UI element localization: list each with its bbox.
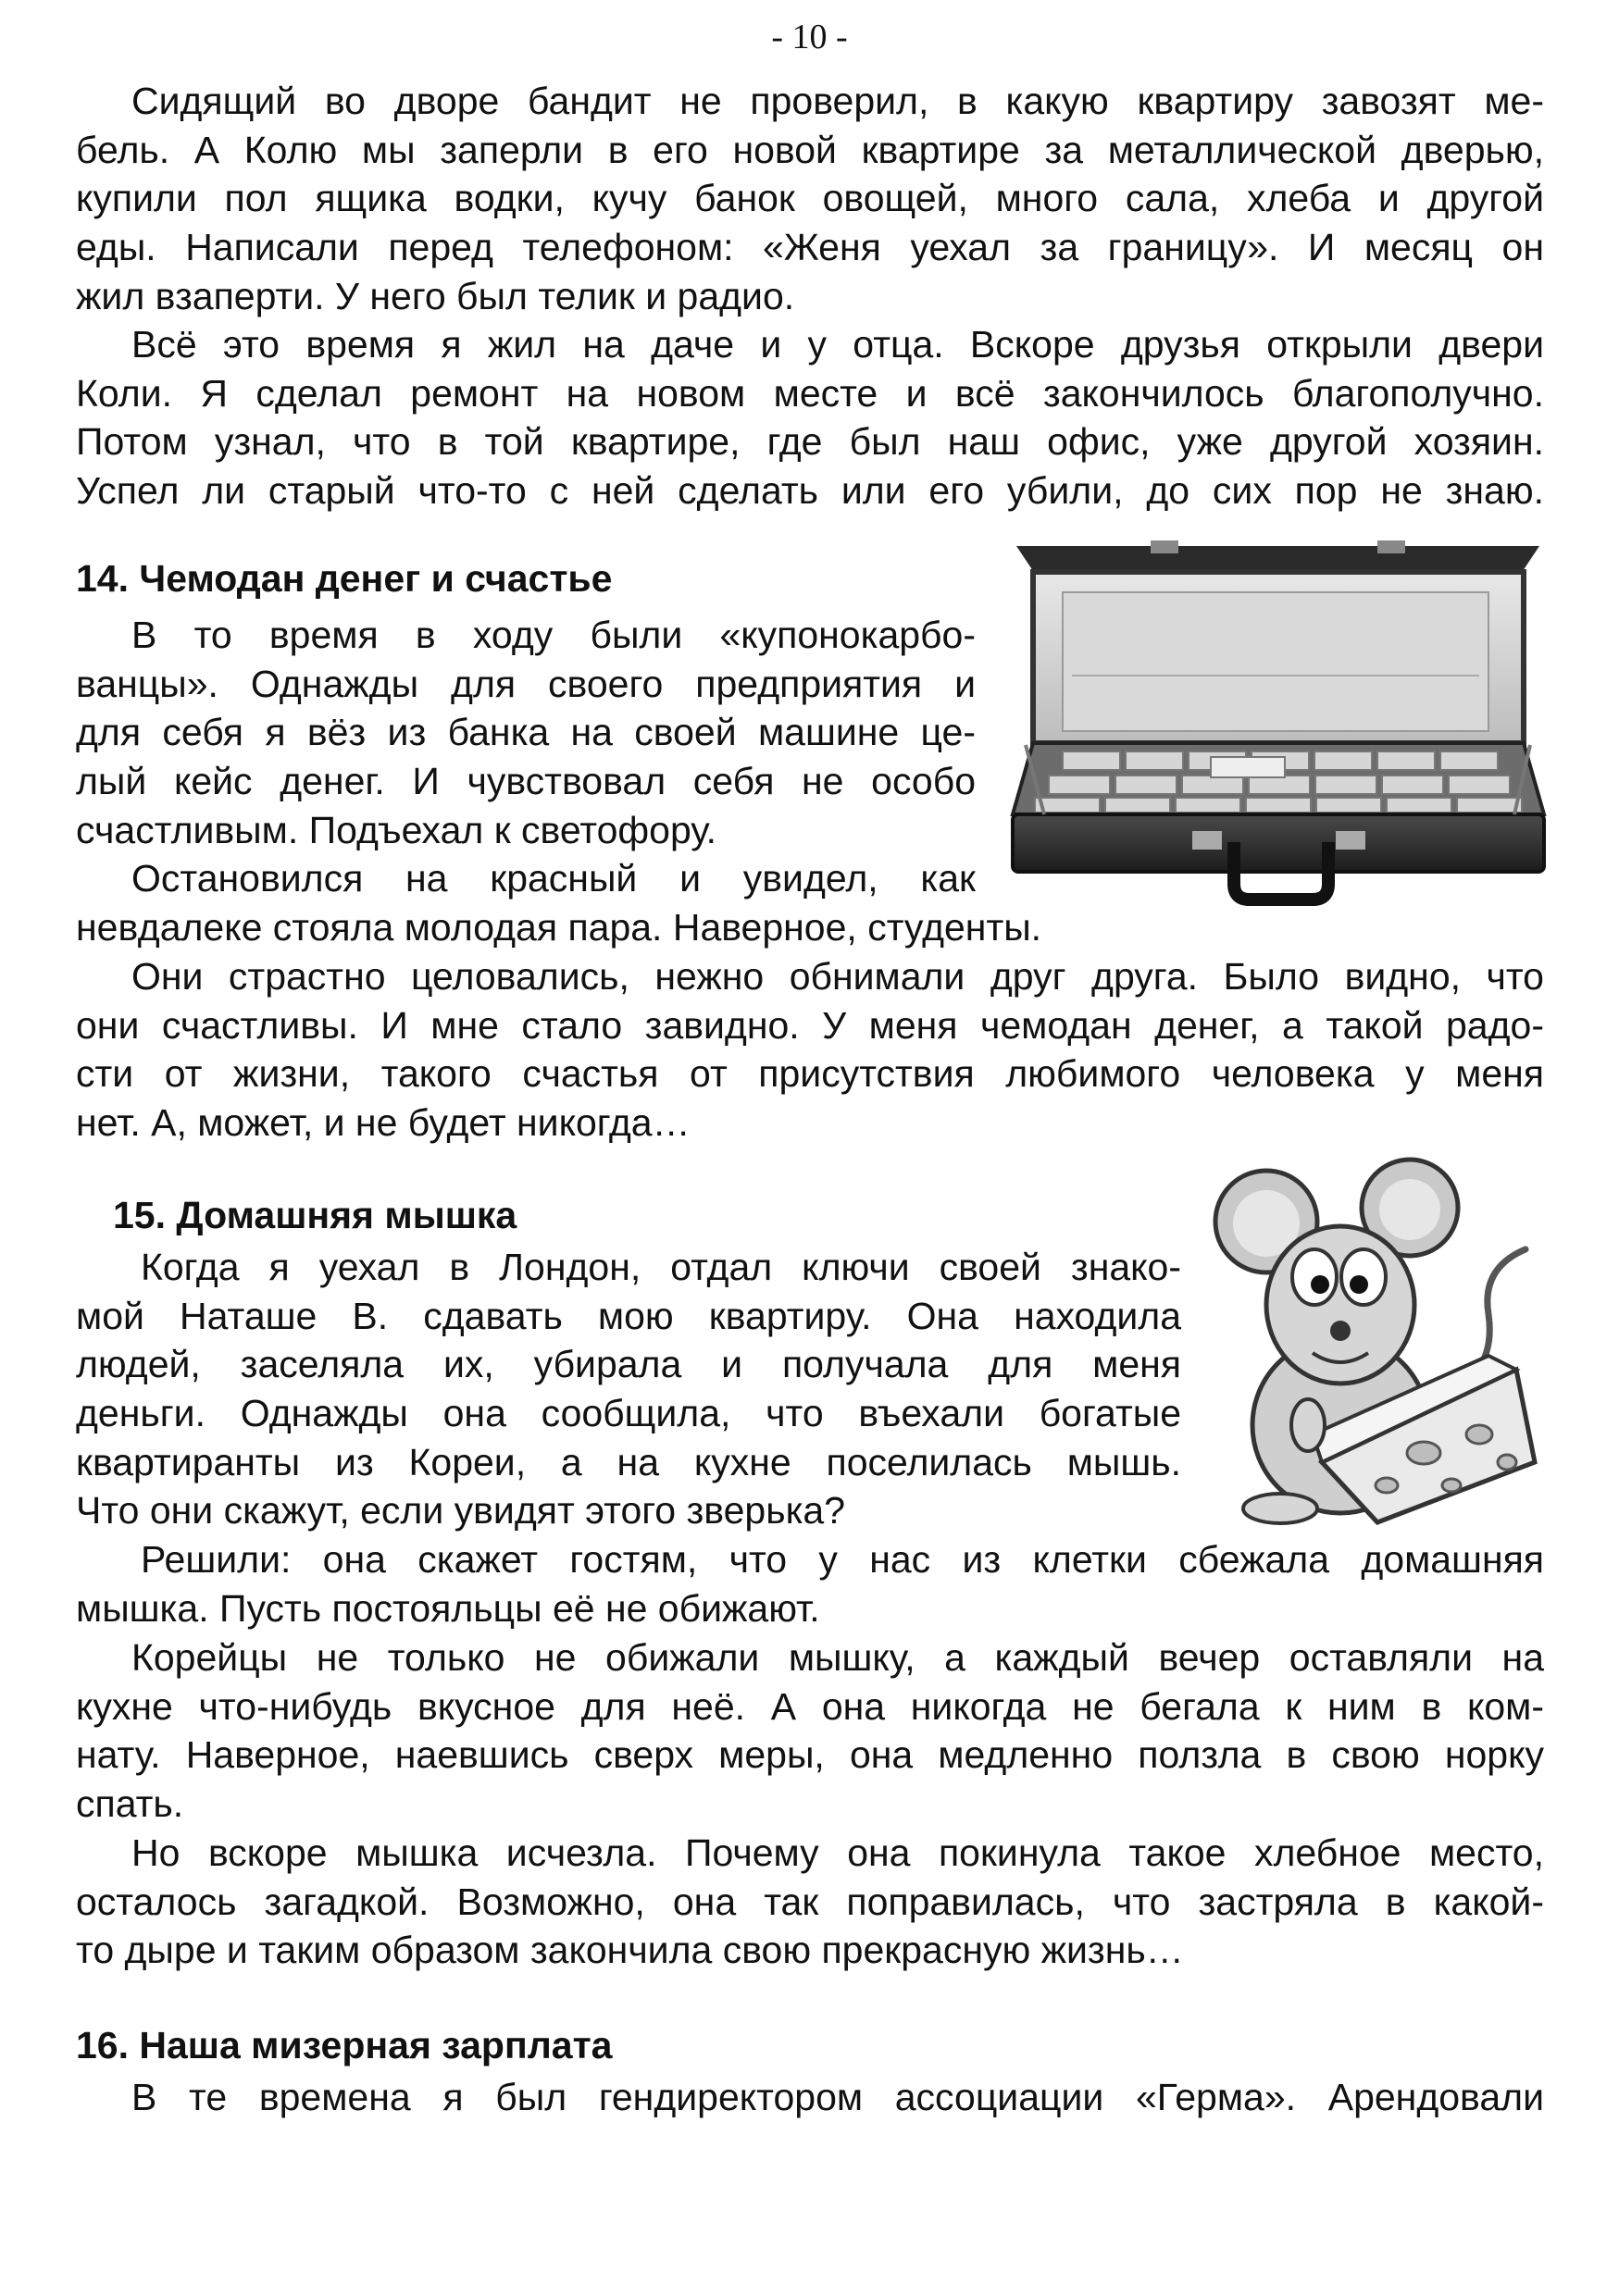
text-line: Они страстно целовались, нежно обнимали друг друга. Было видно, что xyxy=(131,955,1544,998)
text-line: квартиранты из Кореи, а на кухне поселилась мышь. xyxy=(76,1440,1181,1483)
text-line: осталось загадкой. Возможно, она так поправилась, что застряла в какой- xyxy=(76,1880,1544,1923)
text-line: еды. Написали перед телефоном: «Женя уехал за границу». И месяц он xyxy=(76,226,1544,269)
text-line: деньги. Однажды она сообщила, что въехали богатые xyxy=(76,1392,1181,1435)
text-line: Решили: она скажет гостям, что у нас из клетки сбежала домашняя xyxy=(141,1538,1544,1581)
section-15-paragraph-3 xyxy=(76,1633,1544,1829)
text-line: людей, заселяла их, убирала и получала для меня xyxy=(76,1343,1181,1386)
text-line: купили пол ящика водки, кучу банок овощей, много сала, хлеба и другой xyxy=(76,177,1544,220)
text-line: счастливым. Подъехал к светофору. xyxy=(76,808,717,851)
section-16-heading: 16. Наша мизерная зарплата xyxy=(76,2024,613,2066)
text-line: нату. Наверное, наевшись сверх меры, она медленно ползла в свою норку xyxy=(76,1733,1544,1777)
text-line: мышка. Пусть постояльцы её не обижают. xyxy=(76,1586,820,1630)
text-line: кухне что-нибудь вкусное для неё. А она никогда не бегала к ним в ком- xyxy=(76,1684,1544,1728)
briefcase-image xyxy=(1007,537,1549,907)
text-line: нет. А, может, и не будет никогда… xyxy=(76,1101,691,1145)
text-line: Корейцы не только не обижали мышку, а каждый вечер оставляли на xyxy=(131,1636,1544,1679)
text-line: Успел ли старый что-то с ней сделать или его убили, до сих пор не знаю. xyxy=(76,469,1544,513)
text-line: Коли. Я сделал ремонт на новом месте и всё закончилось благополучно. xyxy=(76,371,1544,415)
section-15-paragraph-1 xyxy=(76,1243,1181,1535)
section-15-heading: 15. Домашняя мышка xyxy=(113,1194,517,1236)
text-line: они счастливы. И мне стало завидно. У меня чемодан денег, а такой радо- xyxy=(76,1003,1544,1047)
section-14-paragraph-2 xyxy=(76,952,1544,1148)
text-line: Остановился на красный и увидел, как xyxy=(131,857,976,900)
mouse-image xyxy=(1211,1157,1553,1527)
text-line: мой Наташе В. сдавать мою квартиру. Она находила xyxy=(76,1294,1181,1337)
section-16-paragraph-1 xyxy=(76,2073,1544,2122)
page-number: - 10 - xyxy=(771,18,848,56)
text-line: спать. xyxy=(76,1782,184,1826)
text-line: невдалеке стояла молодая пара. Наверное, студенты. xyxy=(76,906,1042,949)
text-line: ванцы». Однажды для своего предприятия и xyxy=(76,662,976,705)
text-line: Что они скажут, если увидят этого зверька? xyxy=(76,1489,846,1533)
text-line: для себя я вёз из банка на своей машине це- xyxy=(76,711,976,754)
text-line: бель. А Колю мы заперли в его новой квартире за металлической дверью, xyxy=(76,128,1544,171)
text-line: Сидящий во дворе бандит не проверил, в какую квартиру завозят ме- xyxy=(131,80,1544,122)
briefcase-icon xyxy=(1007,537,1549,907)
text-line: Всё это время я жил на даче и у отца. Вскоре друзья открыли двери xyxy=(131,323,1544,366)
text-line: то дыре и таким образом закончила свою прекрасную жизнь… xyxy=(76,1929,1184,1972)
section-14-paragraph-1 xyxy=(76,611,976,903)
text-line: В то время в ходу были «купонокарбо- xyxy=(131,614,976,656)
section-14-heading: 14. Чемодан денег и счастье xyxy=(76,557,613,600)
text-line: лый кейс денег. И чувствовал себя не особо xyxy=(76,760,976,803)
section-15-paragraph-2 xyxy=(76,1535,1544,1632)
section-14-paragraph-1-tail xyxy=(76,903,1544,952)
text-line: Но вскоре мышка исчезла. Почему она покинула такое хлебное место, xyxy=(131,1831,1544,1874)
text-line: сти от жизни, такого счастья от присутствия любимого человека у меня xyxy=(76,1052,1544,1096)
section-15-paragraph-4 xyxy=(76,1829,1544,1975)
text-line: жил взаперти. У него был телик и радио. xyxy=(76,274,795,317)
text-line: Когда я уехал в Лондон, отдал ключи своей знако- xyxy=(141,1246,1181,1288)
text-line: Потом узнал, что в той квартире, где был наш офис, уже другой хозяин. xyxy=(76,420,1544,464)
mouse-icon xyxy=(1211,1157,1553,1527)
text-line: В те времена я был гендиректором ассоциации «Герма». Арендовали xyxy=(131,2076,1544,2118)
intro-paragraph-2 xyxy=(76,320,1544,515)
intro-paragraph-1 xyxy=(76,77,1544,320)
